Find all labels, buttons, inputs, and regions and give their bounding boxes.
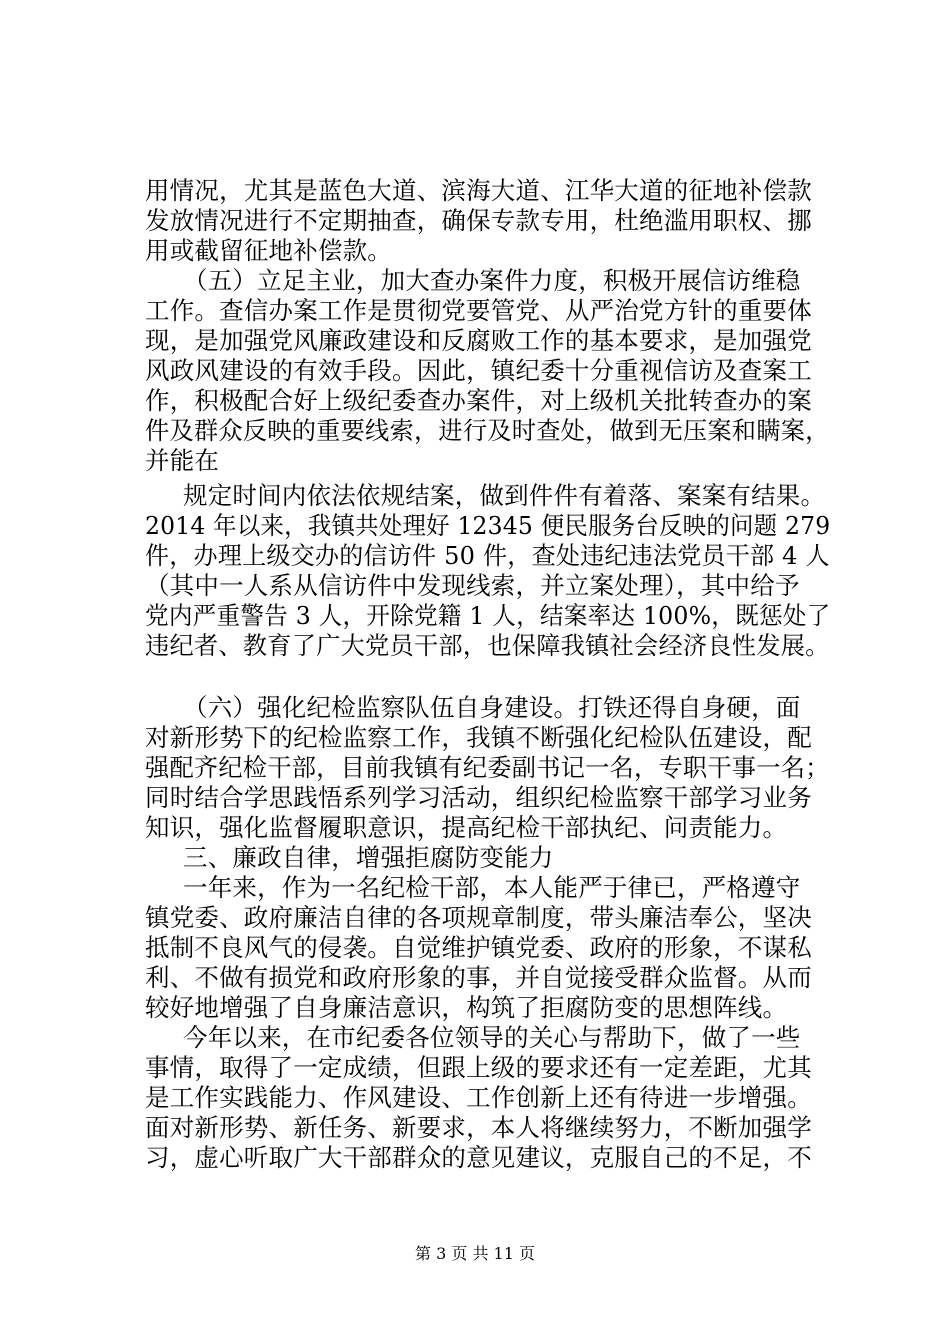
paragraph-line: 习，虚心听取广大干部群众的意见建议，克服自己的不足，不 <box>145 1143 812 1172</box>
paragraph-line: 同时结合学思践悟系列学习活动，组织纪检监察干部学习业务 <box>145 783 812 812</box>
paragraph-line: （六）强化纪检监察队伍自身建设。打铁还得自身硬，面 <box>183 693 801 722</box>
paragraph-line: 发放情况进行不定期抽查，确保专款专用，杜绝滥用职权、挪 <box>145 206 812 235</box>
section-heading: 三、廉政自律，增强拒腐防变能力 <box>183 843 554 872</box>
paragraph-line: 风政风建设的有效手段。因此，镇纪委十分重视信访及查案工 <box>145 356 812 385</box>
paragraph-line: 2014 年以来，我镇共处理好 12345 便民服务台反映的问题 279 <box>145 511 831 540</box>
paragraph-line: 并能在 <box>145 446 220 475</box>
paragraph-line: 镇党委、政府廉洁自律的各项规章制度，带头廉洁奉公，坚决 <box>145 903 812 932</box>
paragraph-line: 对新形势下的纪检监察工作，我镇不断强化纪检队伍建设，配 <box>145 723 812 752</box>
paragraph-line: 件及群众反映的重要线索，进行及时查处，做到无压案和瞒案， <box>145 416 830 445</box>
paragraph-line: 强配齐纪检干部，目前我镇有纪委副书记一名，专职干事一名； <box>145 753 830 782</box>
page-number-footer: 第 3 页 共 11 页 <box>415 1244 535 1263</box>
paragraph-line: 规定时间内依法依规结案，做到件件有着落、案案有结果。 <box>183 481 826 510</box>
paragraph-line: 工作。查信办案工作是贯彻党要管党、从严治党方针的重要体 <box>145 296 812 325</box>
paragraph-line: 是工作实践能力、作风建设、工作创新上还有待进一步增强。 <box>145 1083 812 1112</box>
paragraph-line: 件，办理上级交办的信访件 50 件，查处违纪违法党员干部 4 人 <box>145 541 830 570</box>
paragraph-line: 用或截留征地补偿款。 <box>145 236 392 265</box>
paragraph-line: 今年以来，在市纪委各位领导的关心与帮助下，做了一些 <box>183 1023 801 1052</box>
paragraph-line: 利、不做有损党和政府形象的事，并自觉接受群众监督。从而 <box>145 963 812 992</box>
paragraph-line: 现，是加强党风廉政建设和反腐败工作的基本要求，是加强党 <box>145 326 812 355</box>
paragraph-line: 党内严重警告 3 人，开除党籍 1 人，结案率达 100%，既惩处了 <box>145 601 831 630</box>
paragraph-line: 较好地增强了自身廉洁意识，构筑了拒腐防变的思想阵线。 <box>145 993 788 1022</box>
paragraph-line: 一年来，作为一名纪检干部，本人能严于律已，严格遵守 <box>183 873 801 902</box>
paragraph-line: 知识，强化监督履职意识，提高纪检干部执纪、问责能力。 <box>145 813 788 842</box>
paragraph-line: 抵制不良风气的侵袭。自觉维护镇党委、政府的形象，不谋私 <box>145 933 812 962</box>
paragraph-line: 作，积极配合好上级纪委查办案件，对上级机关批转查办的案 <box>145 386 812 415</box>
paragraph-line: （五）立足主业，加大查办案件力度，积极开展信访维稳 <box>183 266 801 295</box>
paragraph-line: 事情，取得了一定成绩，但跟上级的要求还有一定差距，尤其 <box>145 1053 812 1082</box>
paragraph-line: 面对新形势、新任务、新要求，本人将继续努力，不断加强学 <box>145 1113 812 1142</box>
paragraph-line: 用情况，尤其是蓝色大道、滨海大道、江华大道的征地补偿款 <box>145 176 812 205</box>
paragraph-line: （其中一人系从信访件中发现线索，并立案处理），其中给予 <box>145 571 800 600</box>
paragraph-line: 违纪者、教育了广大党员干部，也保障我镇社会经济良性发展。 <box>145 631 830 660</box>
